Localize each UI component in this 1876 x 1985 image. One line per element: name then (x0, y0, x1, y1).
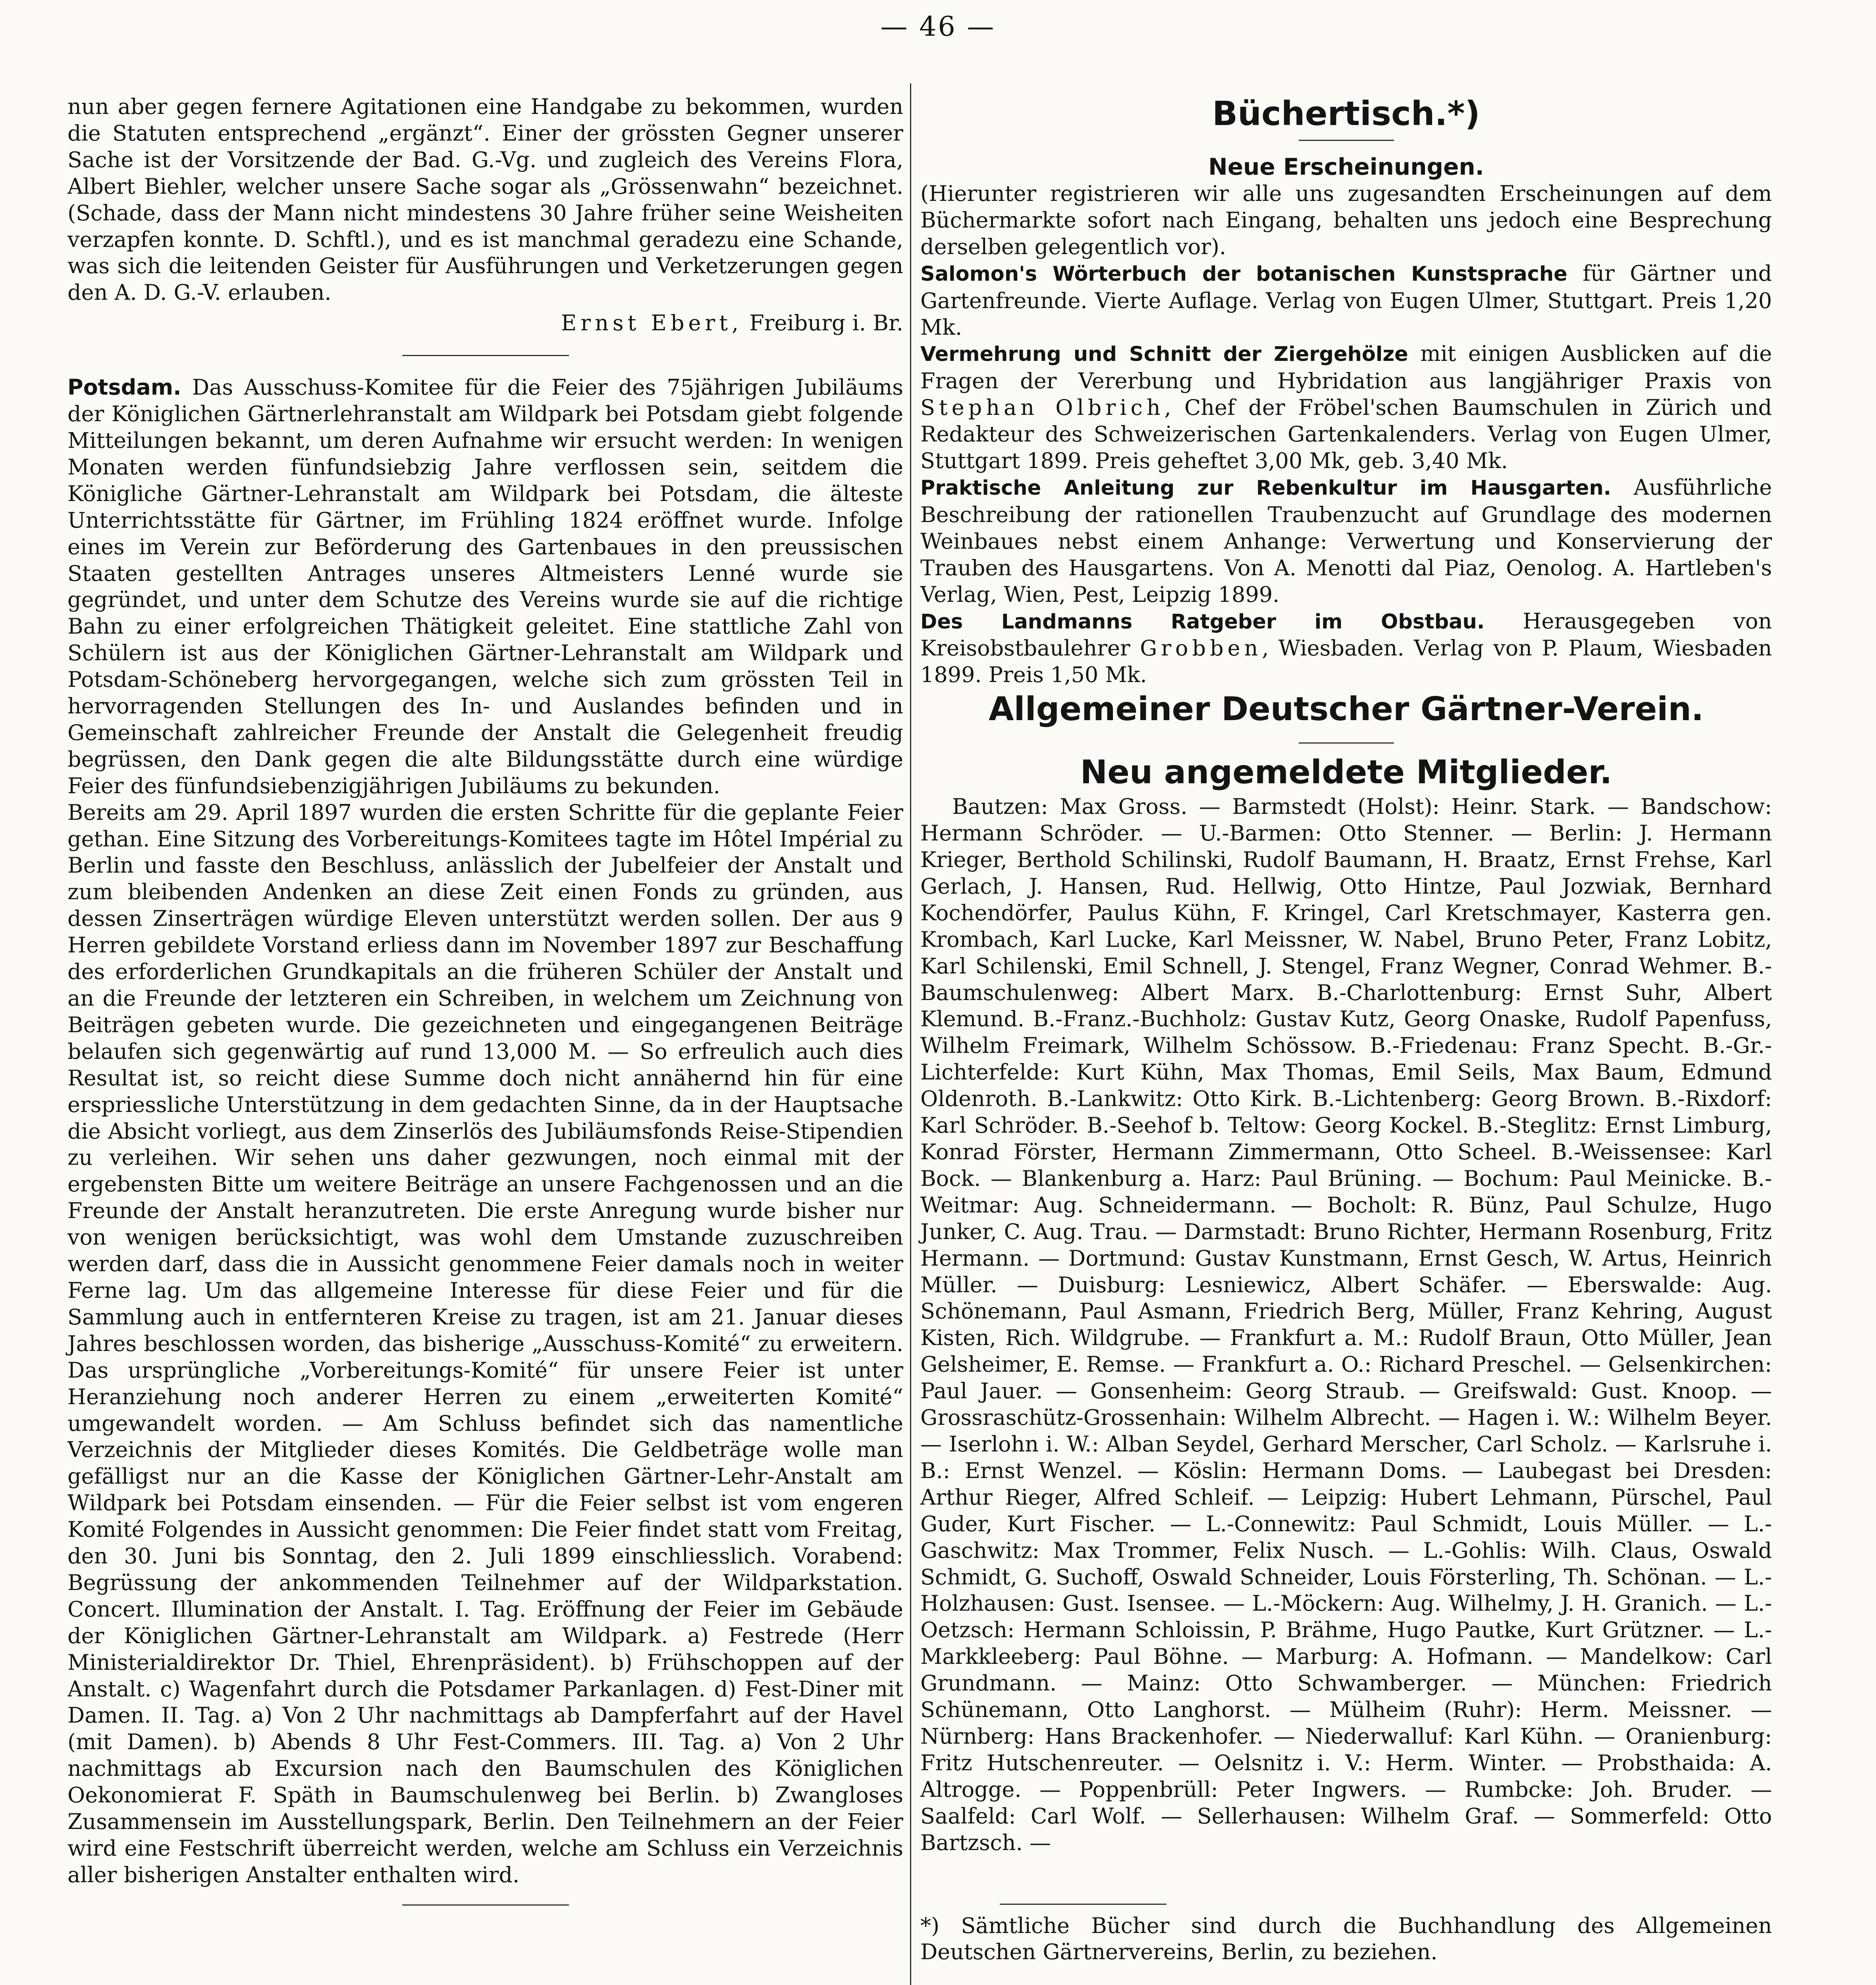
member-text: Bautzen: Max Gross. — Barmstedt (Holst): Heinr. Stark. — Bandschow: Hermann Schröder. — U.-Barmen: Otto Stenner. — Berlin: J. Hermann Krieger, Berthold Schilinski, Rudolf Baumann, H. Braatz, Ernst Frehse, Karl Gerlach, J. Hansen, Rud. Hellwig, Otto Hintze, Paul Jozwiak, Bernhard Kochendörfer, Paulus Kühn, F. Kringel, Carl Kretschmayer, Kasterra gen. Krombach, Karl Lucke, Karl Meissner, W. Nabel, Bruno Peter, Franz Lobitz, Karl Schilenski, Emil Schnell, J. Stengel, Franz Wegner, Conrad Wehmer. B.-Baumschulenweg: Albert Marx. B.-Charlottenburg: Ernst Suhr, Albert Klemund. B.-Franz.-Buchholz: Gustav Kutz, Georg Onaske, Rudolf Papenfuss, Wilhelm Freimark, Wilhelm Schössow. B.-Friedenau: Franz Specht. B.-Gr.-Lichterfelde: Kurt Kühn, Max Thomas, Emil Seils, Max Baum, Edmund Oldenroth. B.-Lankwitz: Otto Kirk. B.-Lichtenberg: Georg Brown. B.-Rixdorf: Karl Schröder. B.-Seehof b. Teltow: Georg Kockel. B.-Steglitz: Ernst Limburg, Konrad Förster, Hermann Zimmermann, Otto Scheel. B.-Weissensee: Karl Bock. — Blankenburg a. Harz: Paul Brüning. — Bochum: Paul Meinicke. B.-Weitmar: Aug. Schneidermann. — Bocholt: R. Bünz, Paul Schulze, Hugo Junker, C. Aug. Trau. — Darmstadt: Bruno Richter, Hermann Rosenburg, Fritz Hermann. — Dortmund: Gustav Kunstmann, Ernst Gesch, W. Artus, Heinrich Müller. — Duisburg: Lesniewicz, Albert Schäfer. — Eberswalde: Aug. Schönemann, Paul Asmann, Friedrich Berg, Müller, Franz Kehring, August Kisten, Rich. Wildgrube. — Frankfurt a. M.: Rudolf Braun, Otto Müller, Jean Gelsheimer, E. Remse. — Frankfurt a. O.: Richard Preschel. — Gelsenkirchen: Paul Jauer. — Gonsenheim: Georg Straub. — Greifswald: Gust. Knoop. — Grossraschütz-Grossenhain: Wilhelm Albrecht. — Hagen i. W.: Wilhelm Beyer. — Iserlohn i. W.: Alban Seydel, Gerhard Merscher, Carl Scholz. — Karlsruhe i. B.: Ernst Wenzel. — Köslin: Hermann Doms. — Laubegast bei Dresden: Arthur Rieger, Alfred Schleif. — Leipzig: Hubert Lehmann, Pürschel, Paul Guder, Kurt Fischer. — L.-Connewitz: Paul Schmidt, Louis Müller. — L.-Gaschwitz: Max Trommer, Felix Nusch. — L.-Gohlis: Wilh. Claus, Oswald Schmidt, G. Suchoff, Oswald Schneider, Louis Försterling, Th. Schönan. — L.-Holzhausen: Gust. Isensee. — L.-Möckern: Aug. Wilhelmy, J. H. Granich. — L.-Oetzsch: Hermann Schloissin, P. Brähme, Hugo Pautke, Kurt Grützner. — L.-Markkleeberg: Paul Böhne. — Marburg: A. Hofmann. — Mandelkow: Carl Grundmann. — Mainz: Otto Schwamberger. — München: Friedrich Schünemann, Otto Langhorst. — Mülheim (Ruhr): Herm. Meissner. — Nürnberg: Hans Brackenhofer. — Niederwalluf: Karl Kühn. — Oranienburg: Fritz Hutschenreuter. — Oelsnitz i. V.: Herm. Winter. — Probsthaida: A. Altrogge. — Poppenbrüll: Peter Ingwers. — Rumbcke: Joh. Bruder. — Saalfeld: Carl Wolf. — Sellerhausen: Wilhelm Graf. — Sommerfeld: Otto Bartzsch. — (920, 794, 1772, 1855)
book-title-4: Des Landmanns Ratgeber im Obstbau. (920, 610, 1485, 634)
page-number: — 46 — (880, 11, 996, 42)
heading-rule (1299, 140, 1394, 141)
neue-erscheinungen-heading: Neue Erscheinungen. (1208, 153, 1484, 180)
book-text-1: für Gärtner und Gartenfreunde. Vierte Auflage. Verlag von Eugen Ulmer, Stuttgart. Preis 1,20 Mk. (920, 260, 1772, 340)
mitglieder-heading: Neu angemeldete Mitglieder. (1080, 754, 1612, 792)
potsdam-lead: Potsdam. (67, 375, 181, 400)
right-column (920, 94, 1772, 1965)
end-rule (402, 1904, 569, 1906)
book-author-2: Stephan Olbrich (920, 395, 1165, 420)
book-text-3: Ausführliche Beschreibung der rationellen Traubenzucht auf Grundlage des modernen Weinbaues nebst einem Anhange: Verwertung und Konservierung der Trauben des Hausgartens. Von A. Menotti dal Piaz, Oenolog. A. Hartleben's Verlag, Wien, Pest, Leipzig 1899. (920, 474, 1772, 607)
book-entry-3 (920, 474, 1772, 608)
buechertisch-heading: Büchertisch.*) (1212, 94, 1480, 133)
potsdam-text-1: Das Ausschuss-Komitee für die Feier des 75jährigen Jubiläums der Königlichen Gärtnerlehranstalt am Wildpark bei Potsdam giebt folgende Mitteilungen bekannt, um deren Aufnahme wir ersucht werden: In wenigen Monaten werden fünfundsiebzig Jahre verflossen sein, seitdem die Königliche Gärtner-Lehranstalt am Wildpark bei Potsdam, die älteste Unterrichtsstätte für Gärtner, im Frühling 1824 eröffnet wurde. Infolge eines im Verein zur Beförderung des Gartenbaues in den preussischen Staaten gestellten Antrages unseres Altmeisters Lenné wurde sie gegründet, und unter dem Schutze des Vereins wurde sie auf die richtige Bahn zu einer erfolgreichen Thätigkeit geleitet. Eine stattliche Zahl von Schülern ist aus der Königlichen Gärtner-Lehranstalt am Wildpark und Potsdam-Schöneberg hervorgegangen, welche sich zum grössten Teil in hervorragenden Stellungen des In- und Auslandes befinden und in Gemeinschaft zahlreicher Freunde der Anstalt die Gelegenheit freudig begrüssen, den Dank gegen die alte Bildungsstätte durch eine würdige Feier des fünfundsiebenzigjährigen Jubiläums zu bekunden. (67, 375, 903, 798)
ebert-paragraph: nun aber gegen fernere Agitationen eine Handgabe zu bekommen, wurden die Statuten entsprechend „ergänzt“. Einer der grössten Gegner unserer Sache ist der Vorsitzende der Bad. G.-Vg. und zugleich des Vereins Flora, Albert Biehler, welcher unsere Sache sogar als „Grössenwahn“ bezeichnet. (Schade, dass der Mann nicht mindestens 30 Jahre früher seine Weisheiten verzapfen konnte. D. Schftl.), und es ist manchmal geradezu eine Schande, was sich die leitenden Geister für Ausführungen und Verketzerungen gegen den A. D. G.-V. erlauben. (67, 94, 903, 305)
member-list (920, 794, 1772, 1856)
book-title-1: Salomon's Wörterbuch der botanischen Kunstsprache (920, 262, 1568, 286)
book-entry-2 (920, 341, 1772, 474)
book-text-4b: , Wiesbaden. Verlag von P. Plaum, Wiesbaden 1899. Preis 1,50 Mk. (920, 636, 1772, 688)
book-title-2: Vermehrung und Schnitt der Ziergehölze (920, 343, 1408, 366)
section-rule (402, 355, 569, 356)
book-text-2b: , Chef der Fröbel'schen Baumschulen in Zürich und Redakteur des Schweizerischen Gartenkalenders. Verlag von Eugen Ulmer, Stuttgart 1899. Preis geheftet 3,00 Mk, geb. 3,40 Mk. (920, 395, 1772, 474)
footnote-rule (1000, 1904, 1166, 1905)
potsdam-paragraph-2: Bereits am 29. April 1897 wurden die ersten Schritte für die geplante Feier gethan. Eine Sitzung des Vorbereitungs-Komitees tagte im Hôtel Impérial zu Berlin und fasste den Beschluss, anlässlich der Jubelfeier der Anstalt und zum bleibenden Andenken an diese Zeit einen Fonds zu gründen, aus dessen Zinserträgen würdige Eleven unterstützt werden sollen. Der aus 9 Herren gebildete Vorstand erliess dann im November 1897 zur Beschaffung des erforderlichen Grundkapitals an die früheren Schüler der Anstalt und an die Freunde der letzteren ein Schreiben, in welchem um Zeichnung von Beiträgen gebeten wurde. Die gezeichneten und eingegangenen Beiträge belaufen sich gegenwärtig auf rund 13,000 M. — So erfreulich auch dies Resultat ist, so reicht diese Summe doch nicht annähernd hin für eine erspriessliche Unterstützung in dem gedachten Sinne, da in der Hauptsache die Absicht vorliegt, aus dem Zinserlös des Jubiläumsfonds Reise-Stipendien zu verleihen. Wir sehen uns daher gezwungen, noch einmal mit der ergebensten Bitte um weitere Beiträge an unsere Fachgenossen und an die Freunde der Anstalt heranzutreten. Die erste Anregung wurde bisher nur von wenigen berücksichtigt, was wohl dem Umstande zuzuschreiben werden darf, dass die in Aussicht genommene Feier damals noch in weiter Ferne lag. Um das allgemeine Interesse für diese Feier und für die Sammlung auch in entfernteren Kreise zu tragen, ist am 21. Januar dieses Jahres beschlossen worden, das bisherige „Ausschuss-Komité“ zu erweitern. Das ursprüngliche „Vorbereitungs-Komité“ für unsere Feier ist unter Heranziehung noch anderer Herren zu einem „erweiterten Komité“ umgewandelt worden. — Am Schluss befindet sich das namentliche Verzeichnis der Mitglieder dieses Komités. Die Geldbeträge wolle man gefälligst nur an die Kasse der Königlichen Gärtner-Lehr-Anstalt am Wildpark bei Potsdam einsenden. — Für die Feier selbst ist vom engeren Komité Folgendes in Aussicht genommen: Die Feier findet statt vom Freitag, den 30. Juni bis Sonntag, den 2. Juli 1899 einschliesslich. Vorabend: Begrüssung der ankommenden Teilnehmer auf der Wildparkstation. Concert. Illumination der Anstalt. I. Tag. Eröffnung der Feier im Gebäude der Königlichen Gärtner-Lehranstalt am Wildpark. a) Festrede (Herr Ministerialdirektor Dr. Thiel, Ehrenpräsident). b) Frühschoppen auf der Anstalt. c) Wagenfahrt durch die Potsdamer Parkanlagen. d) Fest-Diner mit Damen. II. Tag. a) Von 2 Uhr nachmittags ab Dampferfahrt auf der Havel (mit Damen). b) Abends 8 Uhr Fest-Commers. III. Tag. a) Von 2 Uhr nachmittags ab Excursion nach den Baumschulen des Königlichen Oekonomierat F. Späth in Baumschulenweg bei Berlin. b) Zwangloses Zusammensein im Ausstellungspark, Berlin. Den Teilnehmern an der Feier wird eine Festschrift überreicht werden, welche am Schluss ein Verzeichnis aller bisherigen Anstalter enthalten wird. (67, 800, 903, 1887)
signature-place: Freiburg i. Br. (742, 310, 903, 336)
book-text-2a: mit einigen Ausblicken auf die Fragen der Vererbung und Hybridation aus langjähriger Praxis von (920, 341, 1772, 394)
book-intro: (Hierunter registrieren wir alle uns zugesandten Erscheinungen auf dem Büchermarkte sofort nach Eingang, behalten uns jedoch eine Besprechung derselben gelegentlich vor). (920, 181, 1772, 259)
book-entry-1 (920, 260, 1772, 341)
column-divider (910, 83, 911, 1985)
footnote: *) Sämtliche Bücher sind durch die Buchhandlung des Allgemeinen Deutschen Gärtnervereins, Berlin, zu beziehen. (920, 1913, 1772, 1965)
signature (67, 310, 903, 337)
book-title-3: Praktische Anleitung zur Rebenkultur im Hausgarten. (920, 476, 1612, 500)
verein-heading: Allgemeiner Deutscher Gärtner-Verein. (989, 690, 1704, 728)
book-author-4: Grobben (1140, 636, 1262, 661)
book-text-4a: Herausgegeben von Kreisobstbaulehrer (920, 608, 1772, 661)
verein-rule (1299, 742, 1394, 744)
potsdam-paragraph-1 (67, 374, 903, 800)
signature-name: Ernst Ebert, (561, 310, 743, 336)
left-column (67, 94, 903, 1924)
book-entry-4 (920, 608, 1772, 689)
